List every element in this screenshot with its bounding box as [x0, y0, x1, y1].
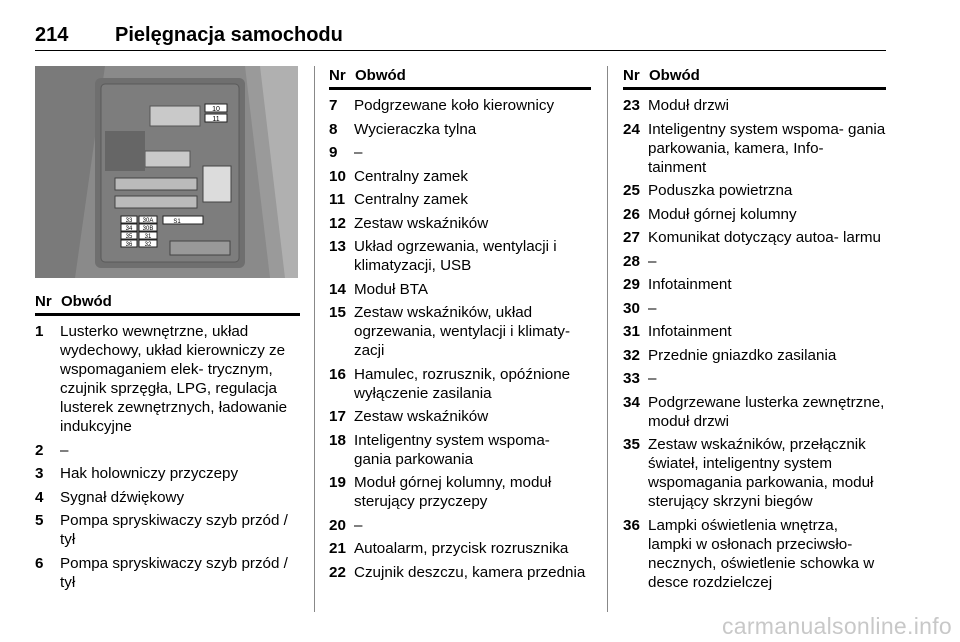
row-number: 12 — [329, 214, 346, 232]
row-circuit-text: Hamulec, rozrusznik, opóźnione wyłączenie zasilania — [354, 365, 571, 402]
row-number: 14 — [329, 280, 346, 298]
row-number: 24 — [623, 120, 640, 138]
row-number: 27 — [623, 229, 640, 246]
table-row — [329, 280, 591, 299]
table-row — [623, 120, 886, 177]
row-circuit-text: Lusterko wewnętrzne, układ wydechowy, układ kierowniczy ze wspomaganiem elek- trycznym, czujnik sprzęgła, LPG, regulacja lusterek zewnętrznych, ładowanie indukcyjne — [60, 323, 288, 435]
row-number: 19 — [329, 474, 346, 491]
row-number: 2 — [35, 441, 44, 459]
fuse-label: 31 — [144, 234, 152, 240]
row-circuit-text: Zestaw wskaźników — [354, 408, 489, 425]
row-circuit-text: Moduł górnej kolumny, moduł sterujący przyczepy — [354, 474, 552, 510]
row-number: 22 — [329, 563, 346, 581]
row-circuit-text: Czujnik deszczu, kamera przednia — [354, 563, 586, 581]
row-number: 17 — [329, 408, 346, 425]
fuse-label: 11 — [212, 116, 220, 123]
row-circuit-text: Hak holowniczy przyczepy — [60, 465, 239, 482]
row-number: 30 — [623, 299, 640, 317]
table-row — [329, 516, 591, 535]
row-number: 5 — [35, 512, 44, 529]
fuse-label: S1 — [173, 219, 181, 225]
table-row — [329, 96, 591, 115]
table-row — [329, 214, 591, 233]
fuse-label: 35 — [125, 234, 133, 240]
table-rows — [623, 96, 886, 592]
fuse-box-illustration — [35, 66, 298, 278]
row-number: 11 — [329, 191, 346, 208]
table-row — [623, 369, 886, 388]
row-number: 13 — [329, 238, 346, 255]
fuse-label: 34 — [125, 226, 133, 232]
table-row — [623, 275, 886, 294]
table-row — [623, 228, 886, 247]
row-circuit-text: Infotainment — [648, 276, 732, 293]
table-row — [35, 511, 300, 549]
row-number: 20 — [329, 516, 346, 534]
table-row — [35, 464, 300, 483]
row-number: 18 — [329, 431, 346, 449]
table-row — [329, 120, 591, 139]
row-number: 7 — [329, 97, 338, 114]
row-number: 1 — [35, 323, 44, 340]
fuse-box-photo — [35, 66, 298, 278]
column-divider — [607, 66, 608, 612]
table-row — [329, 237, 591, 275]
row-circuit-text: Zestaw wskaźników, układ ogrzewania, wentylacji i klimaty- zacji — [354, 304, 571, 359]
row-number: 31 — [623, 323, 640, 340]
fuse-label: 30A — [142, 218, 154, 224]
row-circuit-text: Układ ogrzewania, wentylacji i klimatyzacji, USB — [354, 238, 557, 274]
fuse-label: 10 — [212, 106, 220, 113]
row-number: 28 — [623, 252, 640, 270]
header-circuit: Obwód — [61, 293, 112, 310]
row-number: 10 — [329, 167, 346, 185]
header-nr: Nr — [35, 293, 52, 310]
fuse-label: 36 — [125, 242, 133, 248]
row-number: 9 — [329, 144, 338, 161]
table-rows — [329, 96, 591, 582]
fuse-table-column-3 — [623, 66, 886, 596]
row-number: 8 — [329, 120, 338, 138]
table-row — [623, 96, 886, 115]
table-row — [623, 322, 886, 341]
table-row — [623, 346, 886, 365]
row-number: 23 — [623, 97, 640, 114]
table-row — [623, 181, 886, 200]
table-row — [329, 563, 591, 582]
table-row — [35, 488, 300, 507]
table-row — [35, 322, 300, 436]
row-circuit-text: Zestaw wskaźników — [354, 214, 489, 232]
row-number: 25 — [623, 182, 640, 199]
row-circuit-text: Infotainment — [648, 323, 732, 340]
table-row — [623, 205, 886, 224]
header-nr: Nr — [329, 67, 346, 84]
row-circuit-text: Pompa spryskiwaczy szyb przód / tył — [60, 554, 288, 591]
row-number: 4 — [35, 488, 44, 506]
row-circuit-text: Podgrzewane lusterka zewnętrzne, moduł drzwi — [648, 393, 885, 430]
row-circuit-text: Centralny zamek — [354, 191, 468, 208]
row-number: 33 — [623, 370, 640, 387]
row-number: 32 — [623, 346, 640, 364]
row-circuit-text: Moduł BTA — [354, 280, 428, 298]
table-row — [623, 516, 886, 592]
table-row — [329, 473, 591, 511]
row-number: 21 — [329, 540, 346, 557]
row-circuit-text: Inteligentny system wspoma- gania parkowania, kamera, Info- tainment — [648, 120, 886, 176]
row-circuit-text: Autoalarm, przycisk rozrusznika — [354, 540, 569, 557]
row-circuit-text: Przednie gniazdko zasilania — [648, 346, 837, 364]
row-number: 3 — [35, 465, 44, 482]
page-title: Pielęgnacja samochodu — [115, 24, 343, 46]
row-circuit-text: Zestaw wskaźników, przełącznik świateł, inteligentny system wspomagania parkowania, moduł sterujący skrzyni biegów — [648, 436, 874, 510]
row-circuit-text: Centralny zamek — [354, 167, 468, 185]
page-header — [35, 22, 886, 51]
row-circuit-text: – — [648, 370, 657, 387]
row-number: 29 — [623, 276, 640, 293]
table-row — [329, 539, 591, 558]
watermark: carmanualsonline.info — [721, 613, 952, 639]
row-number: 16 — [329, 365, 346, 383]
table-row — [329, 303, 591, 360]
row-circuit-text: – — [60, 441, 69, 459]
row-circuit-text: Wycieraczka tylna — [354, 120, 477, 138]
row-circuit-text: – — [354, 516, 363, 534]
table-row — [623, 435, 886, 511]
row-circuit-text: Poduszka powietrzna — [648, 182, 793, 199]
row-circuit-text: – — [648, 252, 657, 270]
table-header — [623, 66, 886, 90]
row-circuit-text: Pompa spryskiwaczy szyb przód / tył — [60, 512, 288, 548]
fuse-table-column-1 — [35, 292, 300, 596]
row-circuit-text: – — [648, 299, 657, 317]
row-number: 26 — [623, 205, 640, 223]
page-number: 214 — [35, 24, 69, 46]
table-header — [35, 292, 300, 316]
table-rows — [35, 322, 300, 592]
fuse-label: 33 — [125, 218, 133, 224]
table-row — [623, 252, 886, 271]
row-circuit-text: Lampki oświetlenia wnętrza, lampki w osłonach przeciwsło- necznych, oświetlenie schowka w desce rozdzielczej — [648, 516, 875, 591]
table-row — [329, 167, 591, 186]
table-header — [329, 66, 591, 90]
table-row — [623, 299, 886, 318]
table-row — [623, 393, 886, 431]
row-circuit-text: Sygnał dźwiękowy — [60, 488, 185, 506]
row-number: 35 — [623, 436, 640, 453]
row-number: 34 — [623, 393, 640, 411]
header-circuit: Obwód — [649, 67, 700, 84]
row-circuit-text: Moduł drzwi — [648, 97, 730, 114]
table-row — [329, 190, 591, 209]
row-circuit-text: Komunikat dotyczący autoa- larmu — [648, 229, 881, 246]
table-row — [329, 407, 591, 426]
table-row — [329, 143, 591, 162]
table-row — [329, 365, 591, 403]
fuse-label: 30B — [142, 226, 154, 232]
row-circuit-text: Inteligentny system wspoma- gania parkowania — [354, 431, 550, 468]
column-divider — [314, 66, 315, 612]
row-number: 15 — [329, 304, 346, 321]
header-nr: Nr — [623, 67, 640, 84]
row-circuit-text: Moduł górnej kolumny — [648, 205, 797, 223]
fuse-table-column-2 — [329, 66, 591, 586]
fuse-label: 32 — [144, 242, 152, 248]
row-circuit-text: – — [354, 144, 363, 161]
table-row — [329, 431, 591, 469]
table-row — [35, 554, 300, 592]
header-circuit: Obwód — [355, 67, 406, 84]
table-row — [35, 441, 300, 460]
row-circuit-text: Podgrzewane koło kierownicy — [354, 97, 555, 114]
row-number: 36 — [623, 516, 640, 534]
row-number: 6 — [35, 554, 44, 572]
